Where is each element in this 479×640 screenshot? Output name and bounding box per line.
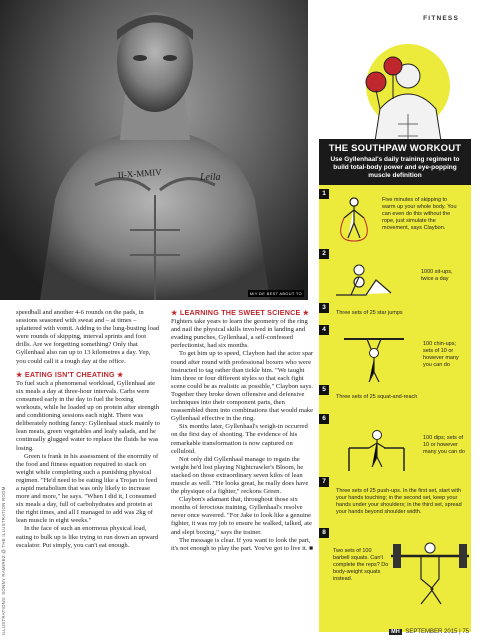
article-column-1 [16, 309, 160, 550]
paragraph: Green is frank in his assessment of the enormity of the food and fitness equation required to stack on weight while completing such a punishing physical regimen. "He'd need to be eating like a Trojan to feed a rapid metabolism that was only likely to increase more and more," he says. "When I did it, I consumed six meals a day, full of carbohydrates and protein at the right times, and all I managed to add was 2kg of lean muscle in eight weeks." [16, 452, 159, 525]
page-folio [389, 629, 469, 635]
paragraph: Six months later, Gyllenhaal's weigh-in occurred on the first day of shooting. The evidence of his remarkable transformation is now captured on celluloid. [171, 423, 308, 455]
step-number: 2 [319, 249, 329, 259]
subheading [171, 309, 314, 317]
paragraph: To get him up to speed, Claybon had the actor spar round after round with professional boxers who were instructed to tag rather than tickle him. "We taught him three or four different styles so that each fight scene could be as realistic as possible," Claybon says. Together they broke down offensive and defensive techniques into their component parts, then reassembled them into combinations that would make Gyllenhaal effective in the ring. [171, 350, 314, 423]
workout-step [319, 324, 471, 384]
panel-subtitle: Use Gyllenhaal's daily training regimen to build total-body power and eye-popping muscle definition [330, 156, 460, 179]
star-icon: ★ [116, 369, 124, 379]
step-text: Three sets of 25 squat-and-reach [336, 394, 418, 400]
svg-text:Leila: Leila [200, 172, 221, 183]
paragraph: Not only did Gyllenhaal manage to regain the weight he'd lost playing Nightcrawler's Bloom, he stacked on those extraordinary seven kilos of lean muscle as well. "He looks great, he really does have the physique of a fighter," reckons Green. [171, 455, 309, 496]
step-number: 3 [319, 303, 329, 313]
chinup-figure-icon [339, 334, 409, 384]
paragraph: speedball and another 4-6 rounds on the pads, in sessions seasoned with sweat and – at times – splattered with vomit. Adding to the lung-busting load were rounds of skipping, interval sprints and foot drills. Are we forgetting something? Only that Gyllenhaal also ran up to 13 kilometres a day. Yep, you could call it a tough day at the office. [16, 309, 160, 365]
illustration-credit [1, 420, 9, 635]
boxer-portrait-photo [0, 0, 308, 300]
skipping-figure-icon [329, 193, 379, 243]
workout-step [319, 526, 471, 626]
step-text: 100 dips; sets of 10 or however many you can do [423, 435, 465, 455]
subheading-text: EATING ISN'T CHEATING [24, 369, 115, 379]
step-text: Five minutes of skipping to warm up your whole body. You can even do this without the rope, just simulate the movement, says Claybon. [382, 197, 457, 231]
workout-step [319, 247, 471, 302]
paragraph: Claybon's adamant that, throughout those six months of ferocious training, Gyllenhaal's resolve never once wavered. "For Jake to look like a genuine fighter, it was my job to ensure he walked, talked, ate and slept boxing," says the trainer. [171, 496, 312, 536]
situp-figure-icon [331, 255, 406, 300]
paragraph: To fuel such a phenomenal workload, Gyllenhaal ate six meals a day at three-hour intervals. Carbs were consumed early in the day to fuel the boxing workouts, while he loaded up on protein after strength and conditioning sessions each night. There was deliberately nothing fancy: Gyllenhaal stuck mainly to lean meats, green vegetables and leafy salads, and he continually glugged water to replace the fluids he was losing. [16, 379, 160, 452]
step-text: Three sets of 25 star jumps [336, 310, 403, 316]
star-icon: ★ [171, 308, 178, 317]
panel-header [319, 139, 471, 185]
step-number: 8 [319, 528, 329, 538]
svg-text:II-X-MMIV: II-X-MMIV [117, 166, 163, 180]
photo-credit: MIY DE BEST ABOUT TO [249, 291, 302, 296]
illustration-credit-text: ILLUSTRATIONS: SONNY RAMIREZ @ THE ILLUSTRATION ROOM [1, 486, 6, 635]
step-number: 7 [319, 477, 329, 487]
paragraph: Fighters take years to learn the geometry of the ring and nail the physical skills involved in landing and evading punches, Gyllenhaal, a self-confessed perfectionist, had six months. [171, 318, 308, 350]
step-number: 4 [319, 325, 329, 335]
workout-step [319, 384, 471, 414]
folio-divider: | [459, 629, 461, 635]
page-number: 75 [462, 629, 469, 635]
step-text: Three sets of 25 push-ups. In the first set, start with your hands touching; in the second set, keep your hands under your shoulders; in the third set, spread your hands beyond shoulder width. [336, 488, 462, 515]
paragraph-text: The message is clear. If you want to look the part, it's not enough to play the part. You've got to live it. [171, 536, 311, 552]
star-icon: ★ [16, 369, 23, 379]
step-text: 100 chin-ups; sets of 10 or however many you can do [423, 341, 459, 368]
dip-figure-icon [339, 423, 414, 473]
portrait-illustration [0, 0, 308, 300]
brand-logo: MH [391, 629, 400, 635]
paragraph [171, 537, 314, 553]
issue-date: SEPTEMBER 2015 [405, 629, 458, 635]
panel-title: THE SOUTHPAW WORKOUT [328, 143, 462, 154]
step-text: 1000 sit-ups, twice a day [421, 269, 453, 282]
subheading [16, 371, 160, 379]
step-number: 5 [319, 385, 329, 395]
section-label: FITNESS [423, 15, 459, 22]
step-number: 6 [319, 414, 329, 424]
workout-step [319, 302, 471, 324]
step-text: Two sets of 100 barbell squats. Can't complete the reps? Do body-weight squats instead. [333, 548, 389, 582]
article-column-2 [171, 309, 314, 553]
workout-step [319, 187, 471, 244]
boxer-illustration [318, 24, 463, 154]
squat-figure-icon [391, 534, 469, 624]
step-number: 1 [319, 189, 329, 199]
paragraph: In the face of such an enormous physical load, eating to bulk up is like trying to run down an upward escalator. Put simply, you can't eat enough. [16, 525, 159, 549]
workout-panel [319, 139, 471, 632]
workout-step [319, 413, 471, 473]
end-mark-icon: ■ [309, 544, 314, 552]
subheading-text: LEARNING THE SWEET SCIENCE [179, 308, 301, 317]
star-icon: ★ [302, 308, 310, 317]
